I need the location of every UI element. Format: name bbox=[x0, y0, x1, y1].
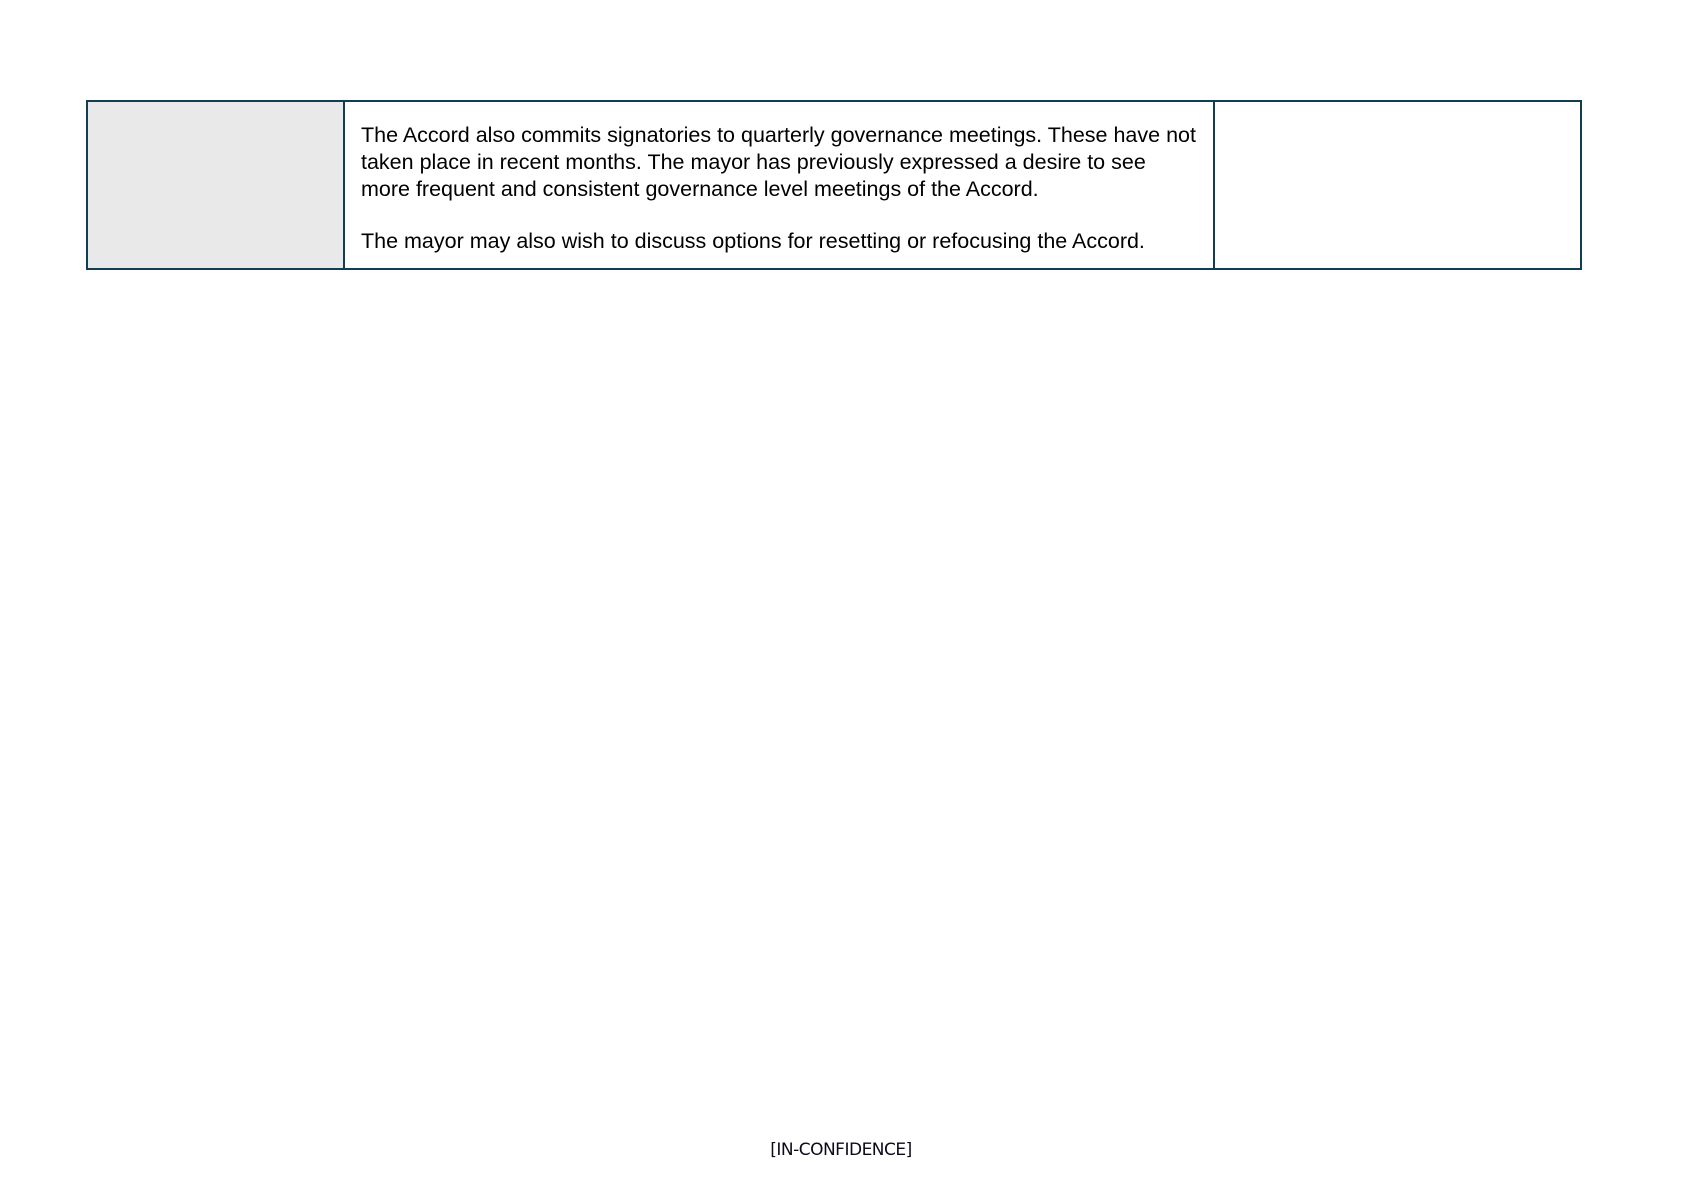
table-cell-label bbox=[88, 102, 345, 268]
classification-footer: [IN-CONFIDENCE] bbox=[770, 1140, 912, 1160]
paragraph-governance-meetings: The Accord also commits signatories to quarterly governance meetings. These have not taken place in recent months. The mayor has previously expressed a desire to see more frequent and consistent governance level meetings of the Accord. bbox=[361, 123, 1196, 201]
paragraph-reset-accord: The mayor may also wish to discuss options for resetting or refocusing the Accord. bbox=[361, 229, 1145, 253]
table-cell-content bbox=[345, 102, 1215, 268]
briefing-table bbox=[86, 100, 1582, 270]
table-cell-notes bbox=[1215, 102, 1580, 268]
